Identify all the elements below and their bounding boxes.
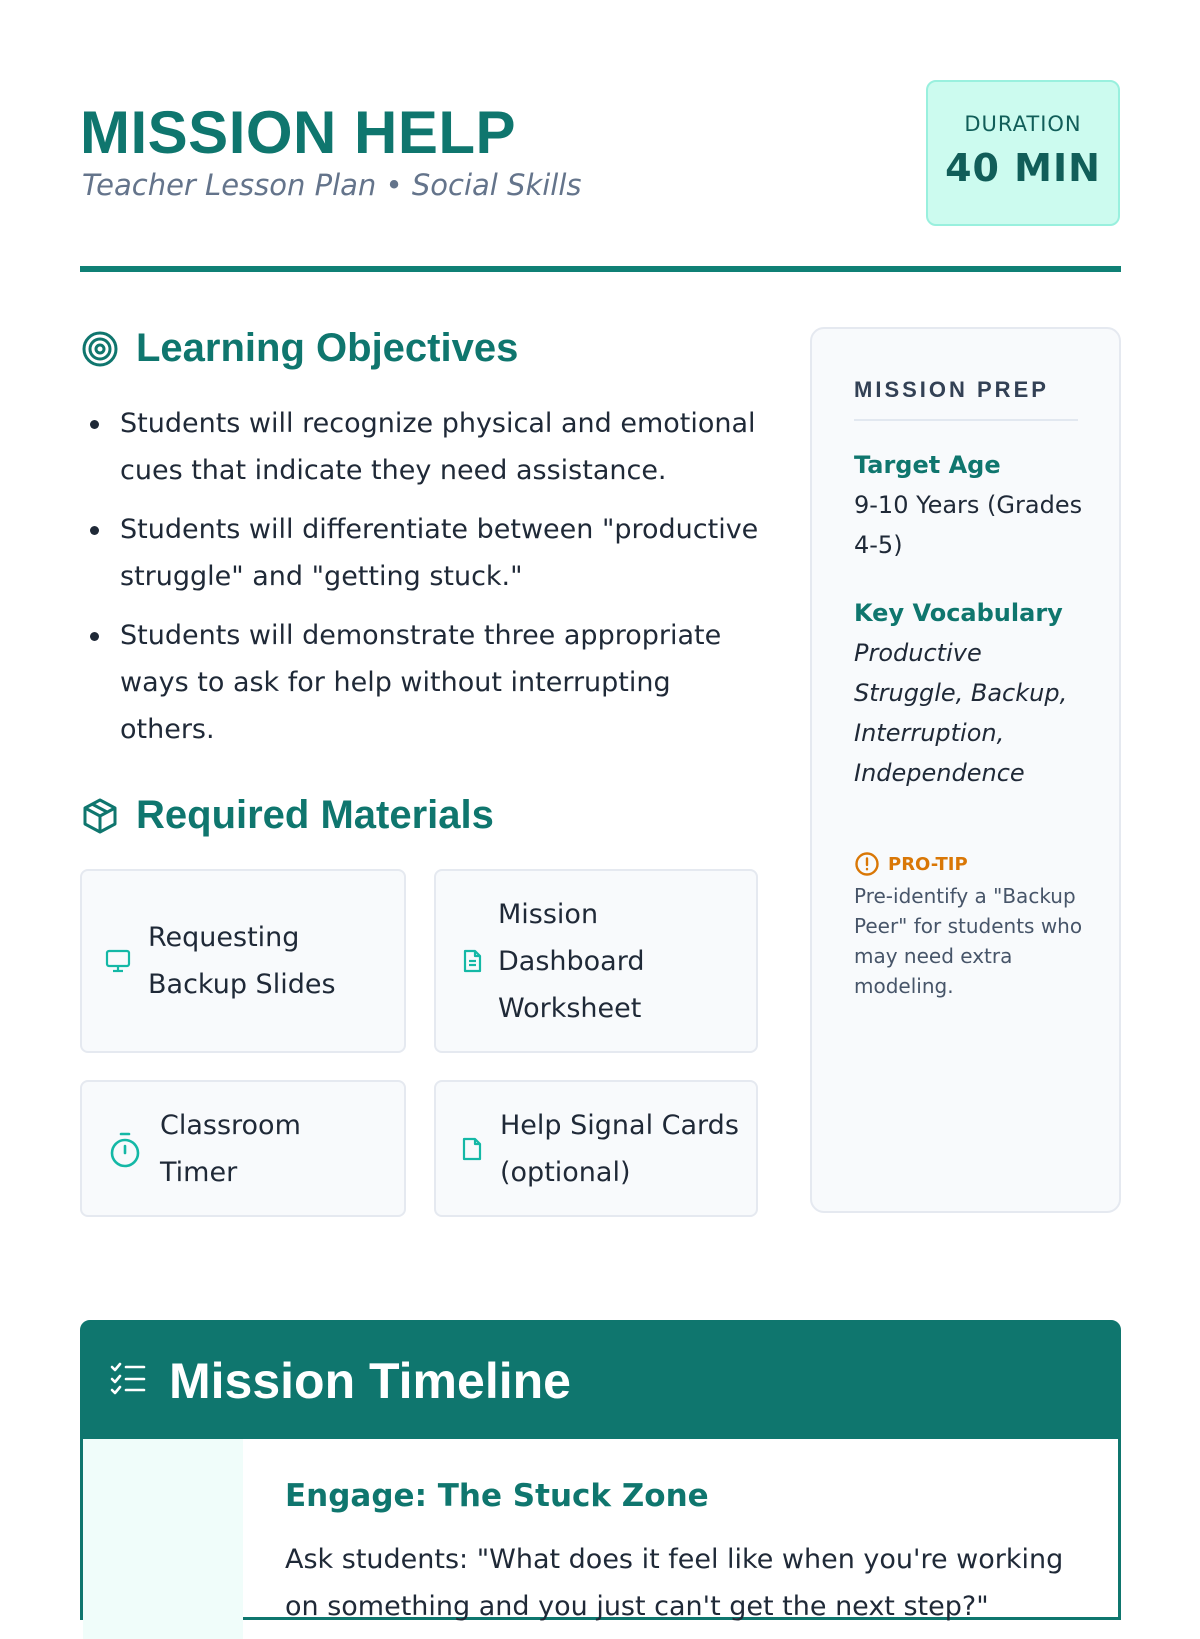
- material-card-timer: [80, 1080, 406, 1217]
- target-age-label: Target Age: [854, 451, 1001, 479]
- objectives-heading-text: Learning Objectives: [136, 326, 519, 370]
- list-item: Students will differentiate between "productive struggle" and "getting stuck.": [88, 506, 768, 600]
- timer-icon: [108, 1130, 142, 1168]
- list-item: Students will demonstrate three appropriate ways to ask for help without interrupting others.: [88, 612, 768, 753]
- page-title: MISSION HELP: [80, 99, 517, 166]
- header-divider: [80, 266, 1121, 272]
- prep-divider: [854, 419, 1078, 421]
- package-icon: [80, 796, 120, 836]
- target-age-value: 9-10 Years (Grades 4-5): [854, 491, 1083, 559]
- duration-label: DURATION: [964, 112, 1082, 136]
- checklist-icon: [109, 1361, 149, 1401]
- card-icon: [458, 1135, 486, 1163]
- mission-prep-panel: [810, 327, 1121, 1213]
- target-icon: [80, 329, 120, 369]
- protip-text: Pre-identify a "Backup Peer" for students who may need extra modeling.: [854, 884, 1083, 998]
- timeline-title: Mission Timeline: [169, 1353, 571, 1409]
- material-label: Requesting Backup Slides: [148, 922, 336, 1000]
- alert-icon: [854, 851, 880, 877]
- vocab-label: Key Vocabulary: [854, 599, 1063, 627]
- vocab-value: Productive Struggle, Backup, Interruption, Independence: [854, 639, 1068, 787]
- duration-value: 40 MIN: [945, 146, 1101, 190]
- protip-label: PRO-TIP: [888, 853, 968, 875]
- objectives-list: [88, 400, 768, 765]
- material-card-worksheet: [434, 869, 758, 1053]
- monitor-icon: [104, 947, 132, 975]
- material-card-slides: [80, 869, 406, 1053]
- material-label: Help Signal Cards (optional): [500, 1109, 739, 1188]
- prep-title: MISSION PREP: [854, 377, 1049, 402]
- timeline-time-column: [83, 1439, 243, 1639]
- material-card-signal-cards: [434, 1080, 758, 1217]
- page-subtitle: Teacher Lesson Plan • Social Skills: [82, 168, 582, 202]
- materials-heading-text: Required Materials: [136, 793, 494, 837]
- list-item: Students will recognize physical and emotional cues that indicate they need assistance.: [88, 400, 768, 494]
- protip-heading: [854, 851, 968, 877]
- material-label: Mission Dashboard Worksheet: [498, 898, 645, 1024]
- header: [80, 80, 1120, 270]
- timeline-header: [83, 1323, 1118, 1439]
- timeline-step-title: Engage: The Stuck Zone: [285, 1478, 709, 1514]
- document-icon: [458, 947, 486, 975]
- material-label: Classroom Timer: [160, 1109, 301, 1188]
- timeline-step-text: Ask students: "What does it feel like when you're working on something and you just can't get the next step?": [285, 1544, 1064, 1622]
- mission-timeline: [80, 1320, 1121, 1620]
- materials-heading: [80, 793, 494, 838]
- objectives-heading: [80, 326, 518, 371]
- duration-badge: [926, 80, 1120, 226]
